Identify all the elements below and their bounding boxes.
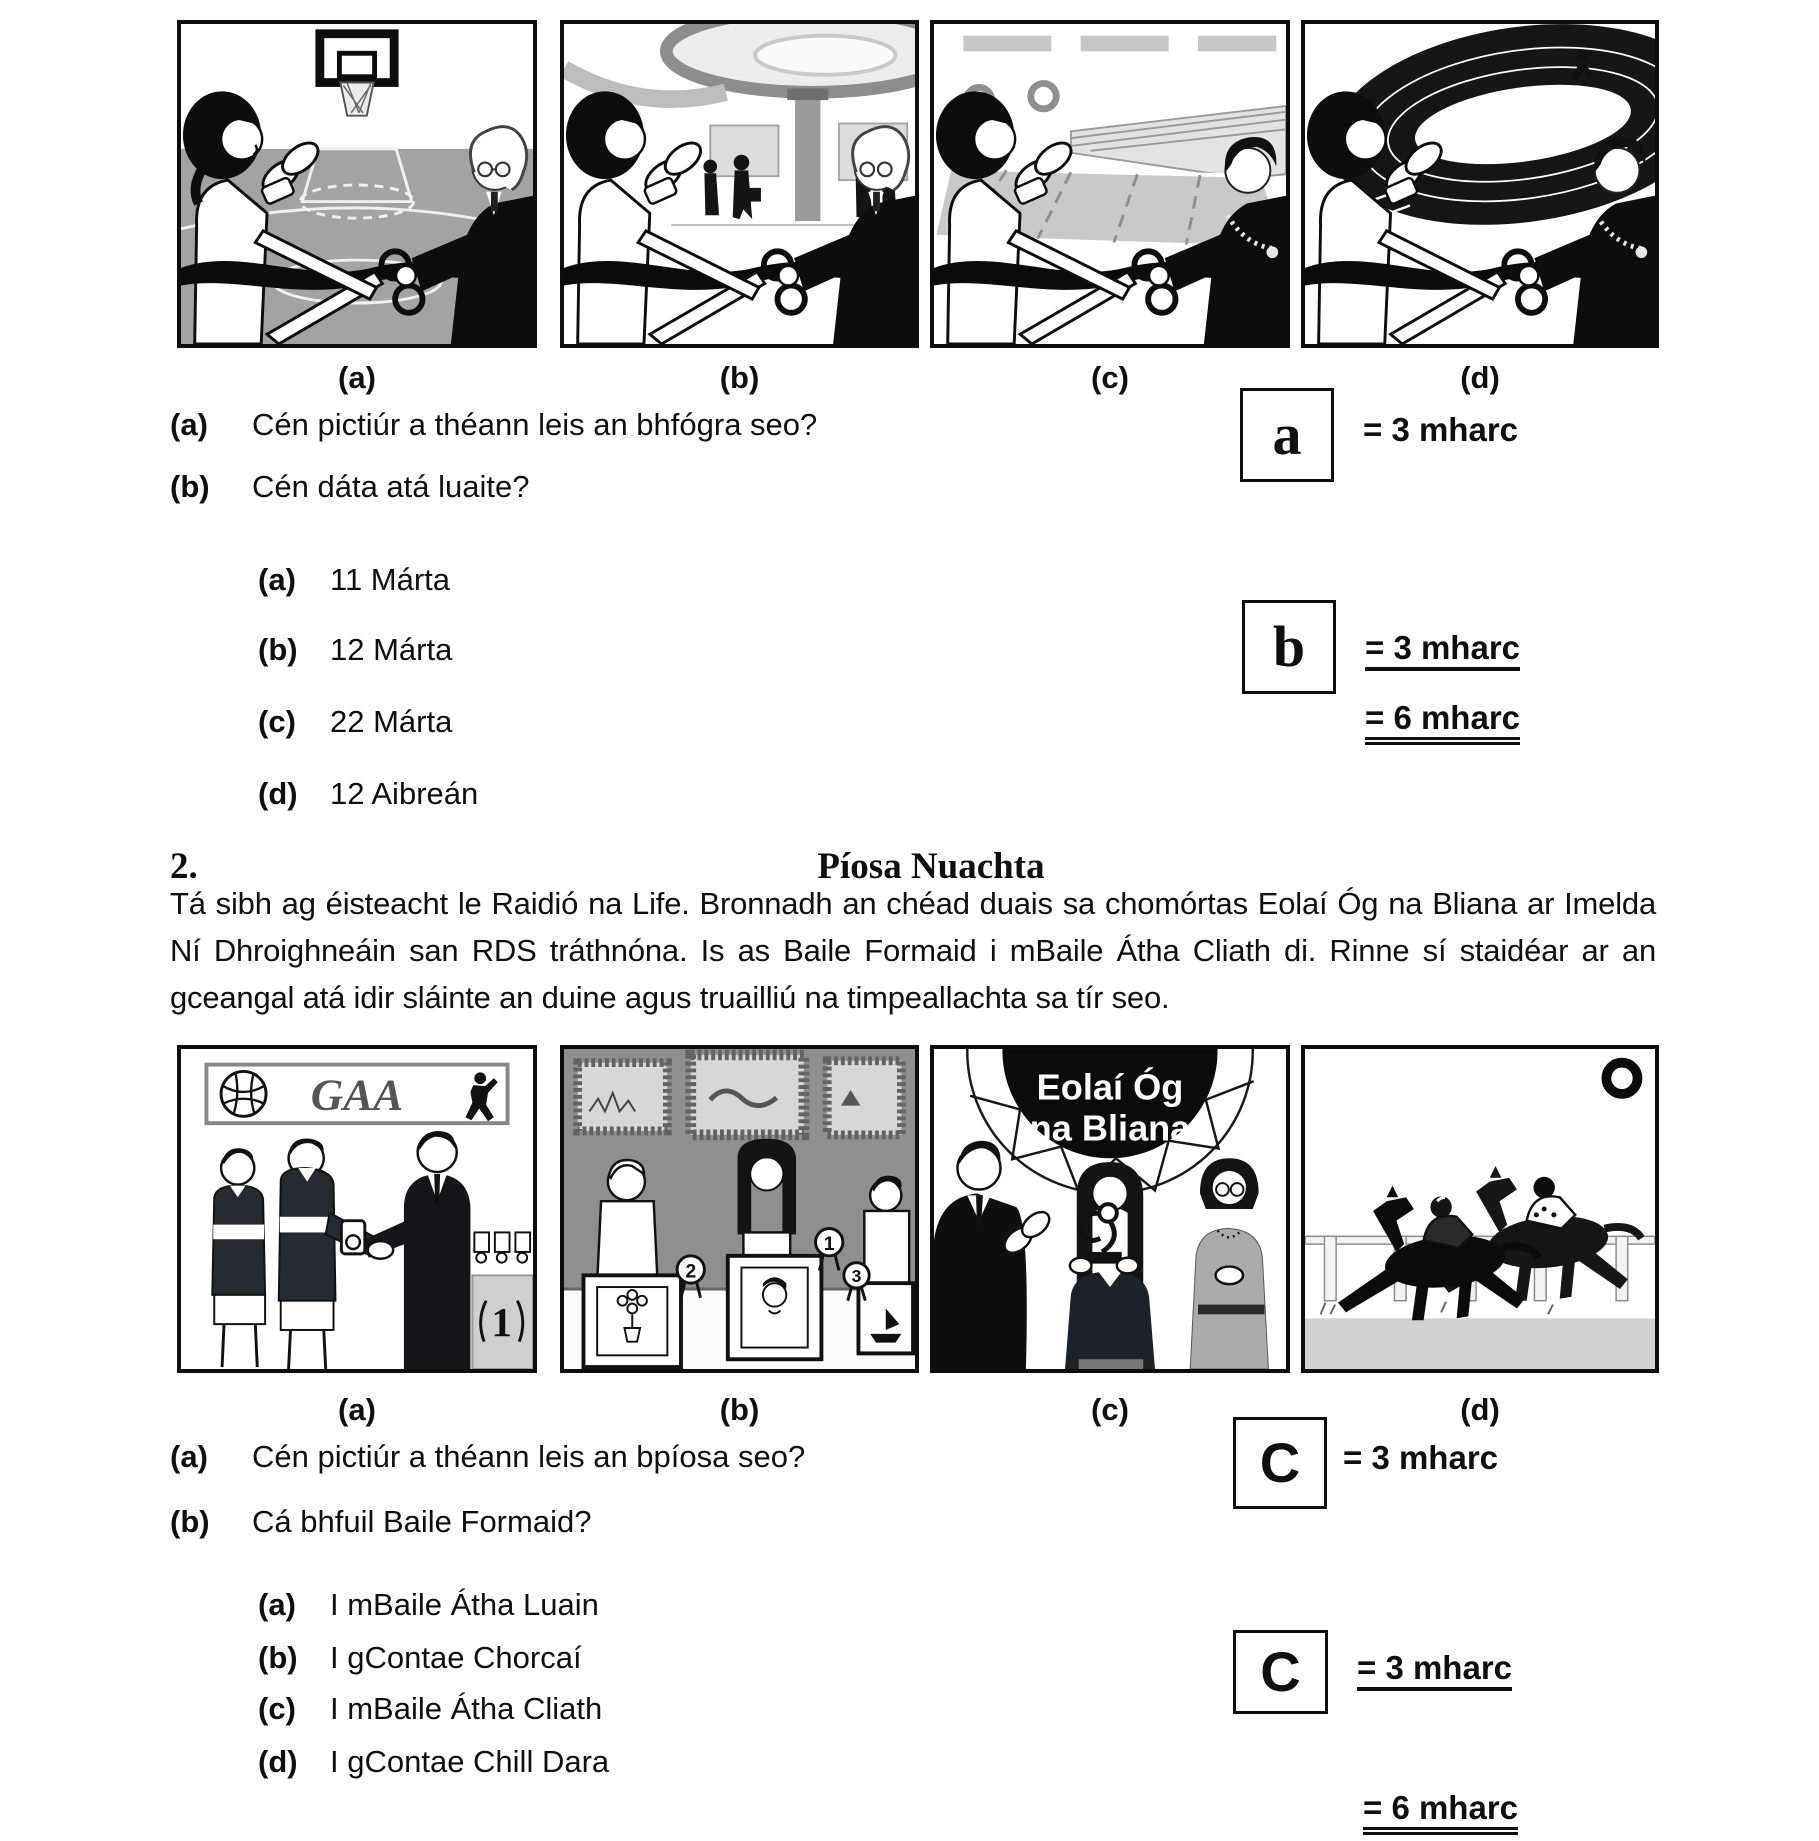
marks-q2-total: = 6 mharc [1363,1788,1518,1828]
rosette-first: 1 [823,1232,835,1255]
marks-q2a: = 3 mharc [1343,1439,1499,1476]
q2a-label: (a) [170,1439,208,1474]
answer-box-q1b[interactable] [1242,600,1336,694]
rosette-third: 3 [851,1266,862,1287]
woman-with-glasses [1190,1158,1268,1369]
q1-option-b-text: 12 Márta [330,632,453,667]
q1a-label: (a) [170,407,208,442]
answer-letter-q2a: C [1259,1431,1301,1494]
picture-label-2d: (d) [1460,1392,1500,1427]
rosette-second: 2 [685,1260,697,1283]
q2-option-d-label: (d) [258,1744,298,1779]
picture-label-1b: (b) [719,360,760,395]
picture-label-1c: (c) [1091,360,1129,395]
q1a-text: Cén pictiúr a théann leis an bhfógra seo? [252,407,818,442]
q1-option-d-text: 12 Aibreán [330,776,479,811]
q2-option-c-label: (c) [258,1691,296,1726]
picture-label-2c: (c) [1091,1392,1129,1427]
q2-option-b-label: (b) [258,1640,298,1675]
answer-letter-q1b: b [1272,614,1306,679]
picture-1a-basketball [177,20,537,348]
picture-2c-young-scientist [930,1045,1290,1373]
eolai-banner-line1: Eolaí Óg [1036,1066,1184,1108]
q1-option-c-text: 22 Márta [330,704,453,739]
picture-2a-gaa [177,1045,537,1373]
section2-title: Píosa Nuachta [817,846,1045,887]
picture-1d-running-track [1301,20,1659,348]
picture-label-2b: (b) [719,1392,760,1427]
answer-box-q1a[interactable] [1240,388,1334,482]
podium-number: 1 [491,1298,512,1345]
q1-option-b-label: (b) [258,632,298,667]
q2-option-a-label: (a) [258,1587,296,1622]
gallery-frames [578,1055,902,1135]
picture-1c-swimming-pool [930,20,1290,348]
gaa-banner [206,1065,507,1124]
q2-option-d-text: I gContae Chill Dara [330,1744,610,1779]
q2b-text: Cá bhfuil Baile Formaid? [252,1504,592,1539]
picture-label-1d: (d) [1460,360,1500,395]
answer-box-q2b[interactable] [1233,1630,1328,1714]
picture-label-1a: (a) [338,360,376,395]
section2-number: 2. [170,846,198,887]
picture-2b-art-competition [560,1045,919,1373]
q2-option-a-text: I mBaile Átha Luain [330,1587,599,1622]
medal-stand-podium [472,1232,533,1369]
answer-box-q2a[interactable] [1233,1417,1327,1509]
marks-q1-total: = 6 mharc [1365,698,1520,738]
q1b-text: Cén dáta atá luaite? [252,469,530,504]
marks-q2b: = 3 mharc [1357,1648,1512,1688]
section2-paragraph: Tá sibh ag éisteacht le Raidió na Life. Bronnadh an chéad duais sa chomórtas Eolaí Óg na Bliana ar Imelda Ní Dhroighneáin san RDS tráthnóna. Is as Baile Formaid i mBaile Átha Cliath di. Rinne sí staidéar ar an gceangal atá idir sláinte an duine agus truailliú na timpeallachta sa tír seo. [170,886,1656,1015]
q1-option-c-label: (c) [258,704,296,739]
q1-option-d-label: (d) [258,776,298,811]
picture-2d-horse-race [1301,1045,1659,1373]
q1b-label: (b) [170,469,210,504]
answer-letter-q1a: a [1272,402,1302,467]
q2a-text: Cén pictiúr a théann leis an bpíosa seo? [252,1439,806,1474]
marks-q1b: = 3 mharc [1365,628,1520,668]
answer-letter-q2b: C [1260,1640,1301,1703]
marks-q1a: = 3 mharc [1363,411,1519,448]
gaa-logo-text: GAA [310,1069,404,1120]
q1-option-a-text: 11 Márta [330,562,451,597]
q2-option-b-text: I gContae Chorcaí [330,1640,582,1675]
eolai-banner-line2: na Bliana [1029,1107,1191,1149]
q2-option-c-text: I mBaile Átha Cliath [330,1691,603,1726]
picture-label-2a: (a) [338,1392,376,1427]
picture-1b-shopping-centre [560,20,919,348]
q2b-label: (b) [170,1504,210,1539]
q1-option-a-label: (a) [258,562,296,597]
